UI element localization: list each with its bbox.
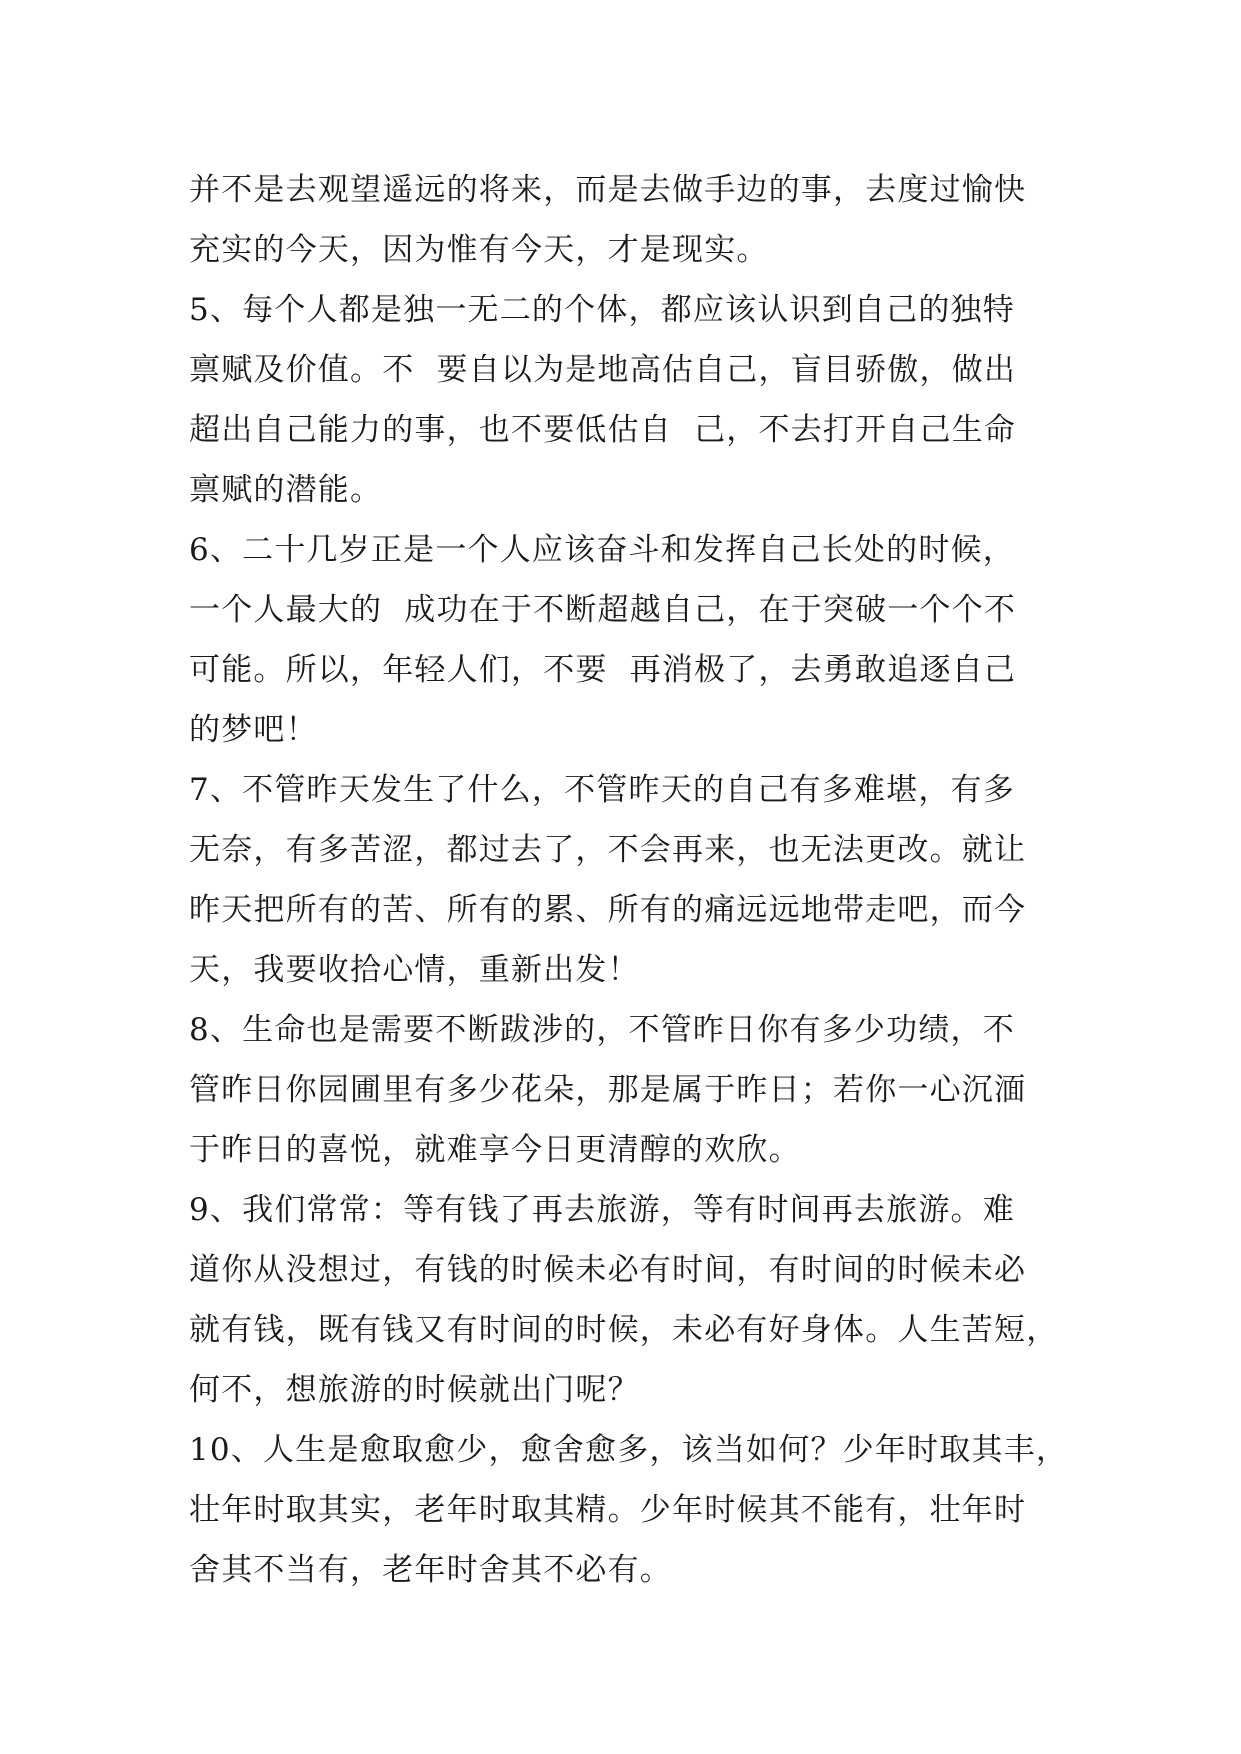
text-line: 6、二十几岁正是一个人应该奋斗和发挥自己长处的时候， (189, 532, 1015, 568)
text-line: 于昨日的喜悦，就难享今日更清醇的欢欣。 (189, 1132, 801, 1168)
text-line: 管昨日你园圃里有多少花朵，那是属于昨日；若你一心沉湎 (189, 1072, 1027, 1108)
text-line: 何不，想旅游的时候就出门呢？ (189, 1372, 640, 1408)
text-line: 禀赋的潜能。 (189, 472, 383, 508)
text-line: 道你从没想过，有钱的时候未必有时间，有时间的时候未必 (189, 1252, 1027, 1288)
text-line: 可能。所以，年轻人们，不要 再消极了，去勇敢追逐自己 (189, 652, 1017, 688)
text-line: 8、生命也是需要不断跋涉的，不管昨日你有多少功绩，不 (189, 1012, 1015, 1048)
text-line: 9、我们常常：等有钱了再去旅游，等有时间再去旅游。难 (189, 1192, 1015, 1228)
document-body (189, 160, 1069, 1600)
text-line: 超出自己能力的事，也不要低估自 己，不去打开自己生命 (189, 412, 1017, 448)
text-line: 天，我要收拾心情，重新出发！ (189, 952, 640, 988)
text-line: 一个人最大的 成功在于不断超越自己，在于突破一个个不 (189, 592, 1017, 628)
text-line: 禀赋及价值。不 要自以为是地高估自己，盲目骄傲，做出 (189, 352, 1017, 388)
text-line: 昨天把所有的苦、所有的累、所有的痛远远地带走吧，而今 (189, 892, 1027, 928)
text-line: 的梦吧！ (189, 712, 318, 748)
text-line: 舍其不当有，老年时舍其不必有。 (189, 1552, 672, 1588)
text-line: 无奈，有多苦涩，都过去了，不会再来，也无法更改。就让 (189, 832, 1027, 868)
text-line: 10、人生是愈取愈少，愈舍愈多，该当如何？少年时取其丰， (189, 1432, 1069, 1468)
text-line: 就有钱，既有钱又有时间的时候，未必有好身体。人生苦短， (189, 1312, 1059, 1348)
text-line: 壮年时取其实，老年时取其精。少年时候其不能有，壮年时 (189, 1492, 1027, 1528)
text-line: 7、不管昨天发生了什么，不管昨天的自己有多难堪，有多 (189, 772, 1015, 808)
text-line: 充实的今天，因为惟有今天，才是现实。 (189, 232, 769, 268)
text-line: 5、每个人都是独一无二的个体，都应该认识到自己的独特 (189, 292, 1015, 328)
text-line: 并不是去观望遥远的将来，而是去做手边的事，去度过愉快 (189, 172, 1027, 208)
